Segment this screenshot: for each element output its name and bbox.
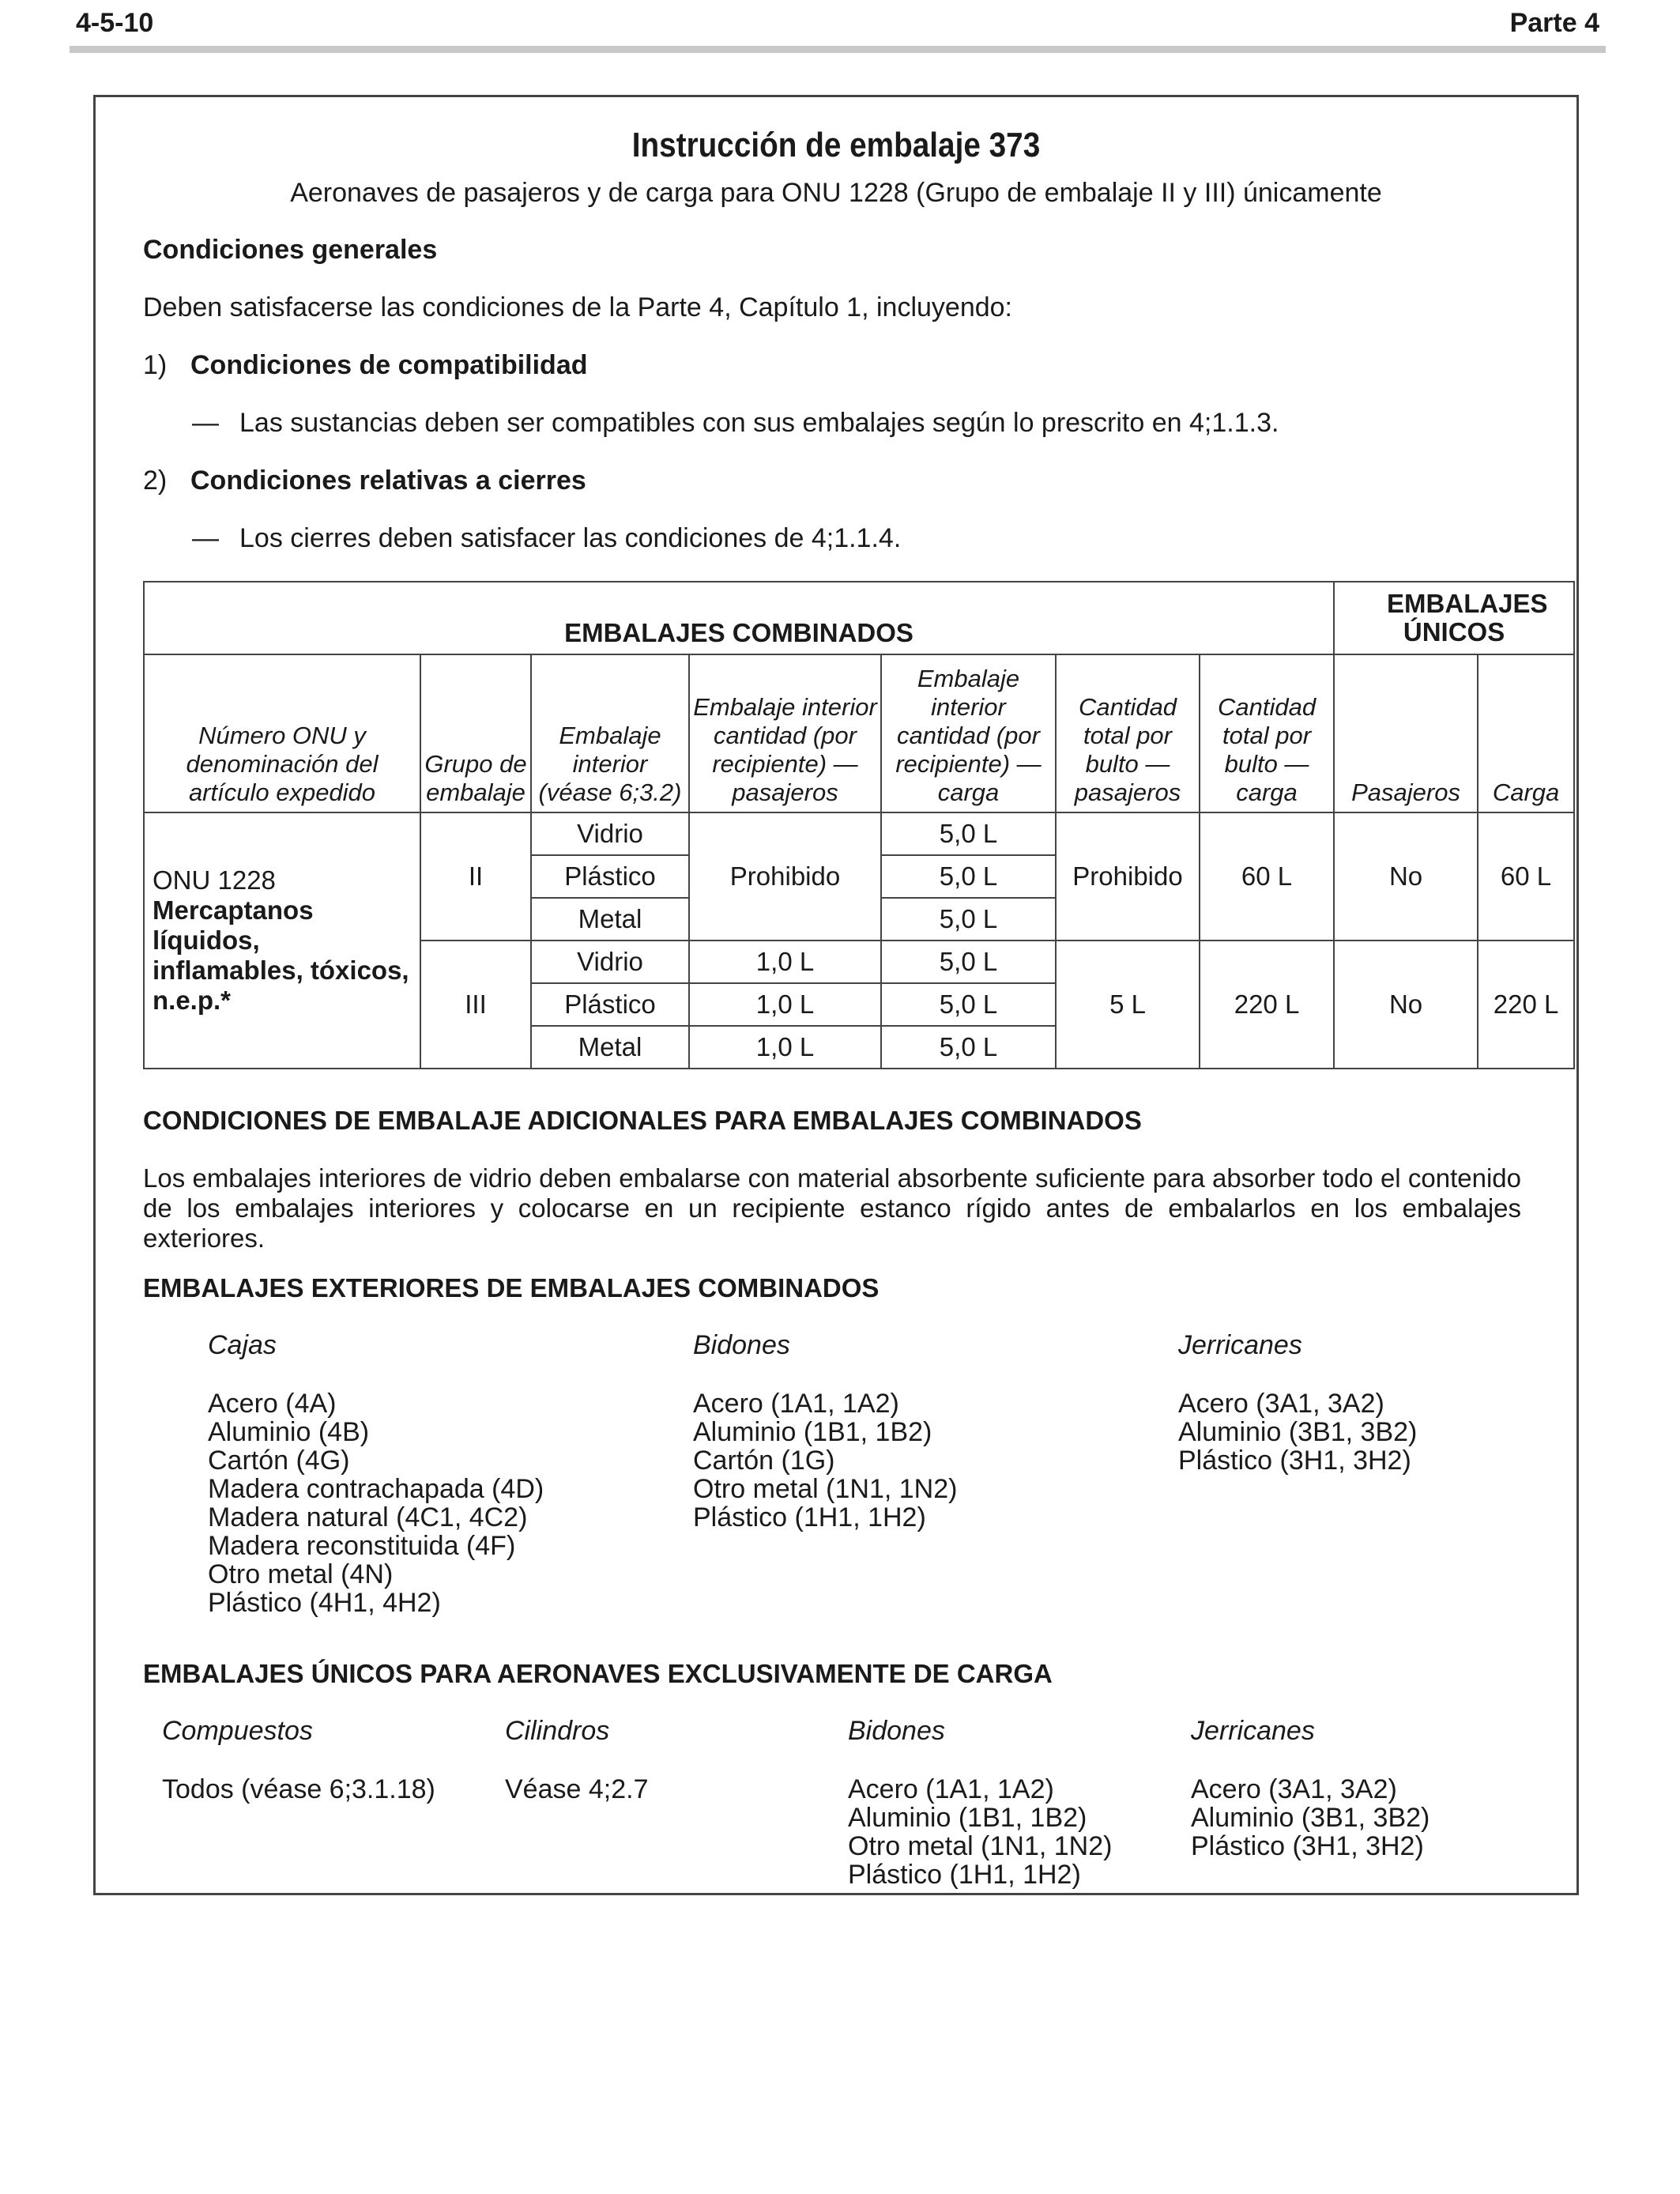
packing-group-iii: III <box>420 941 531 1069</box>
outer-col-title: Bidones <box>693 1330 790 1360</box>
single-packagings-heading: EMBALAJES ÚNICOS PARA AERONAVES EXCLUSIVAMENTE DE CARGA <box>143 1659 1053 1688</box>
material-cell: Plástico <box>531 983 689 1026</box>
single-passenger-ii: No <box>1334 812 1478 941</box>
single-item: Véase 4;2.7 <box>505 1774 649 1804</box>
total-qty-passenger-iii: 5 L <box>1056 941 1200 1069</box>
outer-col-drums <box>693 1331 957 1532</box>
condition-text-1: Las sustancias deben ser compatibles con sus embalajes según lo prescrito en 4;1.1.3. <box>239 408 1279 438</box>
instruction-frame <box>93 95 1579 1895</box>
inner-qty-passenger-cell: 1,0 L <box>689 1026 881 1069</box>
total-qty-passenger-ii: Prohibido <box>1056 812 1200 941</box>
instruction-title: Instrucción de embalaje 373 <box>631 126 1041 164</box>
col-total-qty-passenger: Cantidad total por bulto — pasajeros <box>1056 654 1200 812</box>
outer-item: Madera natural (4C1, 4C2) <box>208 1502 528 1532</box>
condition-dash-1: — <box>192 408 219 438</box>
part-label: Parte 4 <box>1509 8 1599 38</box>
single-col-cylinders <box>505 1717 648 1804</box>
outer-item: Acero (4A) <box>208 1389 337 1419</box>
packaging-table <box>143 581 1575 1069</box>
condition-number-1: 1) <box>143 350 168 380</box>
single-col-composites <box>162 1717 435 1804</box>
inner-qty-cargo-cell: 5,0 L <box>881 1026 1056 1069</box>
outer-item: Madera reconstituida (4F) <box>208 1531 516 1561</box>
outer-col-boxes <box>208 1331 544 1617</box>
material-cell: Plástico <box>531 855 689 898</box>
single-col-jerricans <box>1191 1717 1430 1860</box>
single-col-title: Jerricanes <box>1191 1716 1315 1746</box>
inner-qty-passenger-cell: 1,0 L <box>689 983 881 1026</box>
single-col-drums <box>848 1717 1112 1889</box>
additional-conditions-heading: CONDICIONES DE EMBALAJE ADICIONALES PARA EMBALAJES COMBINADOS <box>143 1106 1142 1135</box>
outer-item: Plástico (1H1, 1H2) <box>693 1502 926 1532</box>
single-item: Aluminio (1B1, 1B2) <box>848 1803 1087 1833</box>
single-cargo-ii: 60 L <box>1478 812 1574 941</box>
inner-qty-passenger-ii: Prohibido <box>689 812 881 941</box>
material-cell: Metal <box>531 1026 689 1069</box>
outer-item: Aluminio (3B1, 3B2) <box>1178 1417 1418 1447</box>
col-packing-group: Grupo de embalaje <box>420 654 531 812</box>
material-cell: Vidrio <box>531 812 689 855</box>
col-inner-packaging: Embalaje interior (véase 6;3.2) <box>531 654 689 812</box>
condition-dash-2: — <box>192 523 219 553</box>
un-proper-shipping-name: Mercaptanos líquidos, inflamables, tóxicos, n.e.p.* <box>153 895 409 1015</box>
un-number: ONU 1228 <box>153 865 276 895</box>
outer-packagings-heading: EMBALAJES EXTERIORES DE EMBALAJES COMBINADOS <box>143 1273 880 1302</box>
page-header <box>70 5 1606 53</box>
inner-qty-cargo-cell: 5,0 L <box>881 898 1056 941</box>
outer-col-title: Cajas <box>208 1330 277 1360</box>
material-cell: Metal <box>531 898 689 941</box>
outer-item: Otro metal (4N) <box>208 1559 394 1589</box>
single-item: Todos (véase 6;3.1.18) <box>162 1774 435 1804</box>
condition-text-2: Los cierres deben satisfacer las condiciones de 4;1.1.4. <box>239 523 902 553</box>
outer-item: Cartón (4G) <box>208 1446 350 1476</box>
combined-packaging-header: EMBALAJES COMBINADOS <box>144 582 1334 654</box>
outer-col-title: Jerricanes <box>1178 1330 1302 1360</box>
material-cell: Vidrio <box>531 941 689 983</box>
col-single-cargo: Carga <box>1478 654 1574 812</box>
total-qty-cargo-ii: 60 L <box>1200 812 1334 941</box>
inner-qty-cargo-cell: 5,0 L <box>881 941 1056 983</box>
single-packaging-header-text: EMBALAJES ÚNICOS <box>1387 589 1548 647</box>
col-inner-qty-cargo: Embalaje interior cantidad (por recipiente) — carga <box>881 654 1056 812</box>
instruction-subtitle: Aeronaves de pasajeros y de carga para ONU 1228 (Grupo de embalaje II y III) únicamente <box>290 178 1382 208</box>
single-item: Otro metal (1N1, 1N2) <box>848 1831 1113 1861</box>
total-qty-cargo-iii: 220 L <box>1200 941 1334 1069</box>
single-packaging-header <box>1334 582 1574 654</box>
general-conditions-intro: Deben satisfacerse las condiciones de la Parte 4, Capítulo 1, incluyendo: <box>143 292 1012 322</box>
condition-number-2: 2) <box>143 466 168 496</box>
single-item: Acero (3A1, 3A2) <box>1191 1774 1397 1804</box>
single-item: Acero (1A1, 1A2) <box>848 1774 1054 1804</box>
condition-title-1: Condiciones de compatibilidad <box>190 350 588 380</box>
page-number: 4-5-10 <box>76 8 154 38</box>
outer-item: Acero (3A1, 3A2) <box>1178 1389 1384 1419</box>
single-item: Plástico (1H1, 1H2) <box>848 1860 1081 1890</box>
outer-item: Aluminio (1B1, 1B2) <box>693 1417 932 1447</box>
inner-qty-cargo-cell: 5,0 L <box>881 855 1056 898</box>
single-col-title: Compuestos <box>162 1716 313 1746</box>
outer-item: Plástico (3H1, 3H2) <box>1178 1446 1411 1476</box>
single-item: Aluminio (3B1, 3B2) <box>1191 1803 1430 1833</box>
condition-title-2: Condiciones relativas a cierres <box>190 466 586 496</box>
un-cell <box>144 812 420 1069</box>
inner-qty-cargo-cell: 5,0 L <box>881 812 1056 855</box>
single-col-title: Cilindros <box>505 1716 610 1746</box>
col-inner-qty-passenger: Embalaje interior cantidad (por recipiente) — pasajeros <box>689 654 881 812</box>
additional-conditions-text: Los embalajes interiores de vidrio deben embalarse con material absorbente suficiente para absorber todo el contenido de los embalajes interiores y colocarse en un recipiente estanco rígido antes de embalarlos en los embalajes exteriores. <box>143 1163 1521 1253</box>
single-passenger-iii: No <box>1334 941 1478 1069</box>
general-conditions-heading: Condiciones generales <box>143 235 438 265</box>
inner-qty-cargo-cell: 5,0 L <box>881 983 1056 1026</box>
inner-qty-passenger-cell: 1,0 L <box>689 941 881 983</box>
col-total-qty-cargo: Cantidad total por bulto — carga <box>1200 654 1334 812</box>
outer-item: Madera contrachapada (4D) <box>208 1474 544 1504</box>
single-col-title: Bidones <box>848 1716 945 1746</box>
single-cargo-iii: 220 L <box>1478 941 1574 1069</box>
outer-item: Acero (1A1, 1A2) <box>693 1389 899 1419</box>
outer-col-jerricans <box>1178 1331 1417 1475</box>
single-item: Plástico (3H1, 3H2) <box>1191 1831 1424 1861</box>
outer-item: Cartón (1G) <box>693 1446 835 1476</box>
outer-item: Plástico (4H1, 4H2) <box>208 1588 441 1618</box>
col-un-number: Número ONU y denominación del artículo expedido <box>144 654 420 812</box>
packing-group-ii: II <box>420 812 531 941</box>
outer-item: Aluminio (4B) <box>208 1417 370 1447</box>
outer-item: Otro metal (1N1, 1N2) <box>693 1474 958 1504</box>
col-single-passenger: Pasajeros <box>1334 654 1478 812</box>
